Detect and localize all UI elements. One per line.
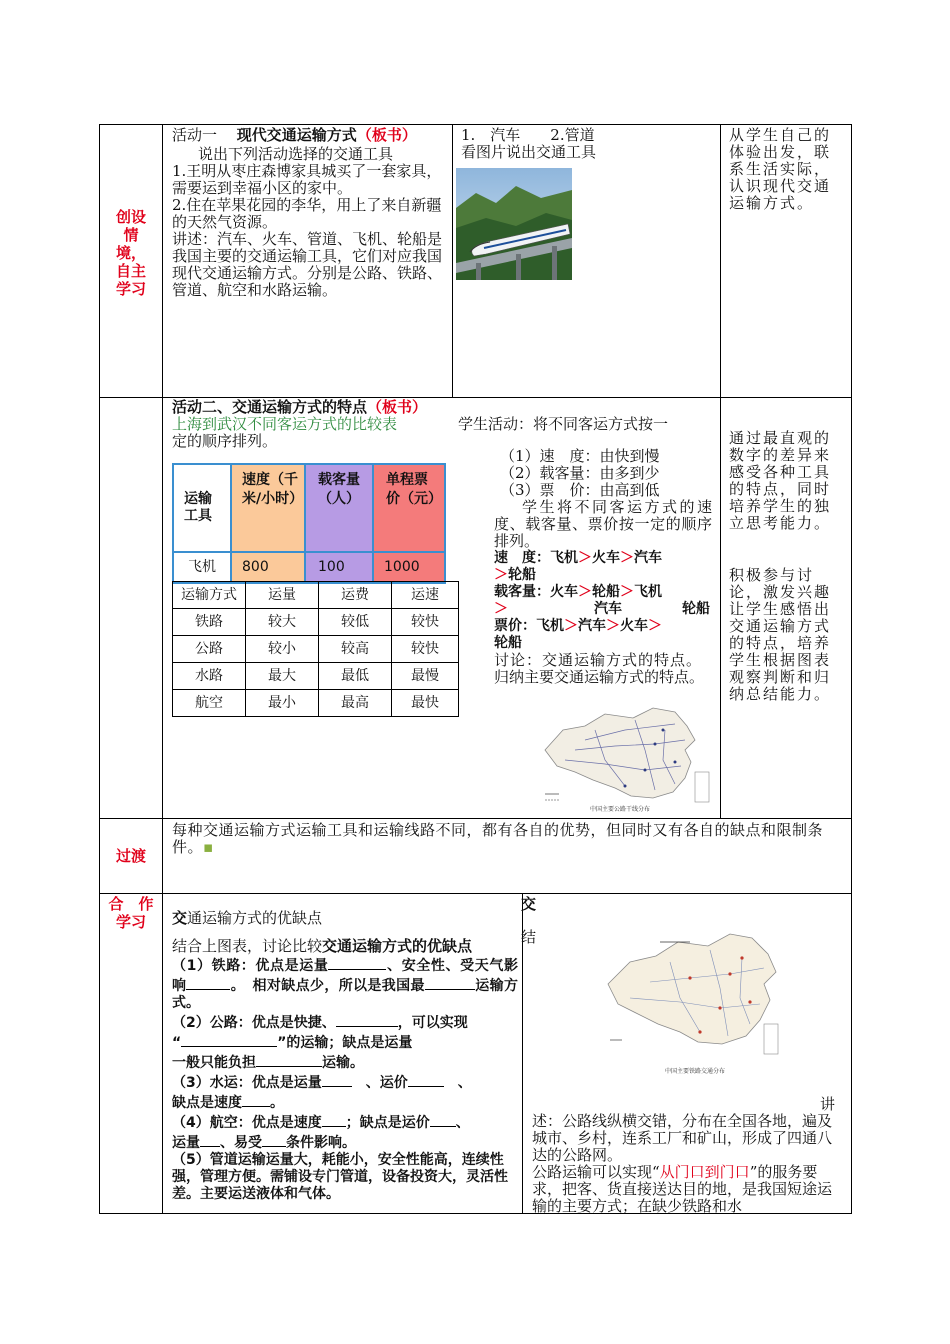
col-divider-r2	[720, 397, 721, 818]
transition-label: 过渡	[115, 847, 146, 865]
side-char-2: 结	[521, 928, 537, 946]
activity-one-explain: 讲述：汽车、火车、管道、飞机、轮船是我国主要的交通运输工具，它们对应我国现代交通运输方式。分别是公路、铁路、管道、航空和水路运输。	[172, 230, 443, 299]
activity-two-title: 活动二、交通运输方式的特点（板书）	[172, 398, 428, 416]
table-row: 运输方式 运量 运费 运速	[173, 582, 459, 609]
maglev-train-photo	[456, 168, 572, 280]
china-highway-map	[535, 700, 717, 818]
cell-capacity: 100	[306, 553, 374, 582]
row-divider-2	[99, 818, 852, 819]
activity-one-item2: 2.住在苹果花园的李华，用上了来自新疆的天然气资源。	[172, 196, 442, 231]
pros-cons-title: 交通运输方式的优缺点	[172, 909, 323, 927]
header-transport: 运输工具	[174, 465, 232, 551]
student-activity: 学生活动：将不同客运方式按一	[458, 415, 669, 433]
activity-one-prompt: 说出下列活动选择的交通工具	[198, 145, 394, 163]
jiang-char: 讲	[820, 1095, 836, 1113]
header-capacity: 载客量（人）	[306, 465, 374, 551]
capacity-order: 载客量：火车＞轮船＞飞机 ＞ 汽车 轮船	[494, 584, 710, 617]
table-row: 公路 较小 较高 较快	[173, 636, 459, 663]
pros-cons-intro: 结合上图表，讨论比较交通运输方式的优缺点	[172, 937, 473, 955]
table-row: 铁路 较大 较低 较快	[173, 609, 459, 636]
transport-comparison-table	[172, 581, 459, 717]
pros-cons-section	[172, 910, 518, 1203]
highway-map-caption: 中国主要公路干线分布	[590, 806, 651, 813]
table-top-border	[99, 124, 852, 125]
order-note: 定的顺序排列。	[172, 432, 278, 450]
purpose-text-2b: 积极参与讨论，激发兴趣让学生感悟出交通运输方式的特点，培养学生根据图表观察判断和归纳总结能力。	[729, 566, 832, 703]
china-railway-map	[600, 928, 786, 1078]
highway-explanation: 述：公路线纵横交错，分布在全国各地，遍及城市、乡村，连系工厂和矿山，形成了四通八达的公路网。 公路运输可以实现“从门口到门口”的服务要求，把客、货直接送达目的地，是我国短途运输的主要方式；在缺少铁路和水	[532, 1112, 833, 1215]
sorting-results	[494, 499, 712, 686]
header-speed: 速度（千米/小时）	[232, 465, 306, 551]
summarize-text: 归纳主要交通运输方式的特点。	[494, 668, 705, 686]
col-divider-r1-a	[452, 124, 453, 397]
cooperation-label: 合 作 学习	[108, 895, 154, 931]
activity-one-item1: 1.王明从枣庄森博家具城买了一套家具，需要运到幸福小区的家中。	[172, 162, 442, 197]
table-left-border	[99, 124, 100, 1214]
row1-label: 创设 情 境， 自主 学习	[115, 208, 146, 298]
cell-speed: 800	[232, 553, 306, 582]
table-right-border	[851, 124, 852, 1214]
aviation-item: （4）航空：优点是速度 ；缺点是运价 、 运量 、易受 条件影响。	[172, 1112, 518, 1152]
price-order: 票价：飞机＞汽车＞火车＞ 轮船	[494, 618, 662, 651]
student-task: 学生将不同客运方式的速度、载客量、票价按一定的顺序排列。	[494, 498, 712, 550]
sorting-criteria: （1）速 度：由快到慢 （2）载客量：由多到少 （3）票 价：由高到低	[500, 447, 660, 499]
speed-order: 速 度：飞机＞火车＞汽车 ＞轮船	[494, 550, 662, 583]
answer-line: 1. 汽车 2.管道	[461, 126, 595, 144]
comparison-caption: 上海到武汉不同客运方式的比较表	[172, 415, 398, 433]
discuss-text: 讨论：交通运输方式的特点。	[494, 651, 703, 669]
image-prompt: 看图片说出交通工具	[461, 143, 597, 161]
table-row: 水路 最大 最低 最慢	[173, 663, 459, 690]
railway-item: （1）铁路：优点是运量 、安全性、受天气影响 。 相对缺点少，所以是我国最 运输方式。	[172, 955, 518, 1012]
cell-price: 1000	[374, 553, 444, 582]
purpose-text-1: 从学生自己的体验出发，联系生活实际，认识现代交通运输方式。	[729, 126, 832, 212]
header-price: 单程票价（元）	[374, 465, 444, 551]
col-divider-label	[162, 124, 163, 1214]
table-row: 航空 最小 最高 最快	[173, 690, 459, 717]
cell-plane: 飞机	[174, 553, 232, 582]
pipeline-item: （5）管道运输运量大，耗能小，安全性能高，连续性强，管理方便。需铺设专门管道，设备投资大，灵活性差。主要运送液体和气体。	[172, 1152, 508, 1202]
activity-one-content	[172, 127, 444, 299]
col-divider-r1-b	[720, 124, 721, 397]
side-char-1: 交	[521, 895, 537, 913]
transition-text: 每种交通运输方式运输工具和运输线路不同，都有各自的优势，但同时又有各自的缺点和限制条件。▪	[172, 821, 824, 856]
highway-item: （2）公路：优点是快捷、 ，可以实现 “ ”的运输；缺点是运量 一般只能负担 运输。	[172, 1012, 518, 1072]
activity-one-answer	[461, 127, 716, 161]
purpose-text-2a: 通过最直观的数字的差异来感受各种工具的特点，同时培养学生的独立思考能力。	[729, 429, 832, 532]
activity-one-title: 活动一 现代交通运输方式（板书）	[172, 126, 417, 144]
waterway-item: （3）水运：优点是运量 、运价 、 缺点是速度 。	[172, 1072, 518, 1112]
colored-comparison-table	[172, 463, 446, 584]
railway-map-caption: 中国主要铁路交通分布	[665, 1068, 726, 1075]
row-divider-3	[99, 893, 852, 894]
